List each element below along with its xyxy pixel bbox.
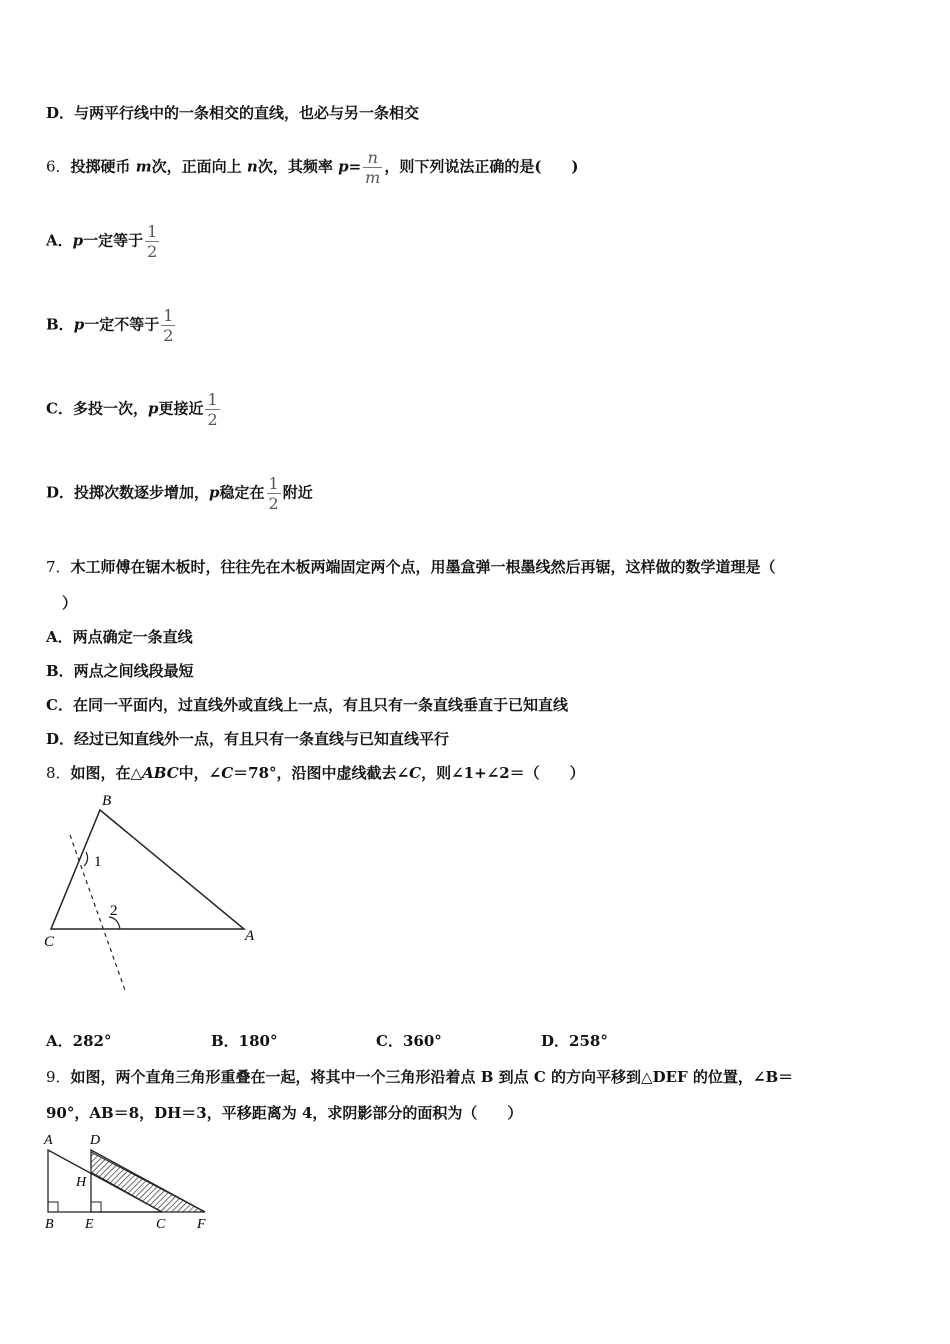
label-c: C [44,934,55,950]
q6-option-a-var-p: p [72,231,84,250]
q6-option-b-half [161,306,175,345]
q8-option-b: B．180° [211,1032,278,1050]
right-angle-mark-b [48,1202,58,1212]
q8-text-d: ，则∠1+∠2＝（ ） [421,764,585,782]
label-1: 1 [94,854,102,870]
q6-text-c: 次，其频率 [257,157,333,176]
label-a: A [245,928,255,944]
q6-option-d-label: D． [46,483,75,502]
q6-option-c [46,390,222,429]
q6-option-d-var-p: p [209,483,220,502]
label-f: F [197,1217,206,1232]
half-denominator: 2 [207,410,218,429]
q6-option-d [46,474,313,513]
label-2: 2 [110,903,118,919]
q8-number: 8． [46,764,71,782]
q6-option-b-text: 一定不等于 [84,315,160,334]
q6-number: 6． [46,157,71,176]
q6-frac-denominator: m [365,168,381,187]
q6-option-c-var-p: p [147,399,159,418]
q6-text-a: 投掷硬币 [70,157,131,176]
triangle-abc [51,810,244,929]
q6-option-d-text-c: 附近 [282,483,313,502]
q6-option-c-text-b: 更接近 [158,399,204,418]
q6-frac-numerator: n [367,148,378,167]
label-h: H [76,1175,87,1190]
q8-text-c: ＝78°，沿图中虚线截去∠ [233,764,410,782]
q6-option-b-var-p: p [73,315,85,334]
q7-stem-continuation: ） [62,594,78,612]
q8-var-abc: ABC [142,764,179,782]
q6-text-b: 次，正面向上 [151,157,242,176]
q9-stem-continuation: 90°，AB＝8，DH＝3，平移距离为 4，求阴影部分的面积为（ ） [46,1104,523,1122]
label-b: B [102,793,112,809]
q6-option-c-label: C． [46,399,73,418]
q6-option-d-text-a: 投掷次数逐步增加， [74,483,210,502]
half-numerator: 1 [207,390,218,409]
q8-triangle-figure [40,790,270,1000]
q6-option-a-label: A． [46,231,73,250]
q8-text-b: 中，∠ [178,764,222,782]
q6-option-c-text-a: 多投一次， [72,399,148,418]
q6-option-d-half [267,474,281,513]
q9-number: 9． [46,1068,71,1086]
q6-fraction-n-over-m [363,148,382,187]
half-denominator: 2 [147,242,158,261]
q9-triangles-figure [40,1128,220,1236]
label-a: A [44,1133,53,1148]
q8-var-c-2: C [409,764,422,782]
half-denominator: 2 [268,494,279,513]
right-angle-mark-e [91,1202,101,1212]
q8-option-d: D．258° [541,1032,608,1050]
label-d: D [90,1133,101,1148]
q6-stem [46,148,579,187]
q7-option-a: A．两点确定一条直线 [46,628,193,646]
q8-text-a: 如图，在△ [70,764,143,782]
q6-option-c-half [205,390,219,429]
q8-var-c: C [221,764,234,782]
q8-option-a: A．282° [46,1032,112,1050]
q7-number: 7． [46,558,71,576]
q9-text: 如图，两个直角三角形重叠在一起，将其中一个三角形沿着点 B 到点 C 的方向平移到△DEF 的位置，∠B＝ [70,1068,794,1086]
q6-var-p: p [338,157,349,176]
q6-option-b-label: B． [46,315,74,334]
q9-stem [46,1066,793,1087]
q7-option-d: D．经过已知直线外一点，有且只有一条直线与已知直线平行 [46,730,450,748]
q6-eq: = [348,157,362,176]
label-c: C [156,1217,166,1232]
angle-1-arc [84,852,88,866]
q7-text: 木工师傅在锯木板时，往往先在木板两端固定两个点，用墨盒弹一根墨线然后再锯，这样做的数学道理是（ [70,558,776,576]
q6-option-a-half [145,222,159,261]
label-b: B [45,1217,54,1232]
q7-option-b: B．两点之间线段最短 [46,662,194,680]
half-denominator: 2 [163,326,174,345]
q6-option-b [46,306,177,345]
q7-option-c: C．在同一平面内，过直线外或直线上一点，有且只有一条直线垂直于已知直线 [46,696,568,714]
label-e: E [85,1217,94,1232]
half-numerator: 1 [147,222,158,241]
q6-text-d: ，则下列说法正确的是( ) [384,157,579,176]
q6-option-a [46,222,161,261]
q6-option-a-text: 一定等于 [83,231,144,250]
q6-var-m: m [135,157,152,176]
half-numerator: 1 [268,474,279,493]
half-numerator: 1 [163,306,174,325]
q5-option-d: D．与两平行线中的一条相交的直线，也必与另一条相交 [46,104,420,122]
q8-stem [46,762,585,783]
q7-stem [46,556,776,577]
q6-option-d-text-b: 稳定在 [219,483,265,502]
q6-var-n: n [246,157,258,176]
q8-option-c: C．360° [376,1032,442,1050]
